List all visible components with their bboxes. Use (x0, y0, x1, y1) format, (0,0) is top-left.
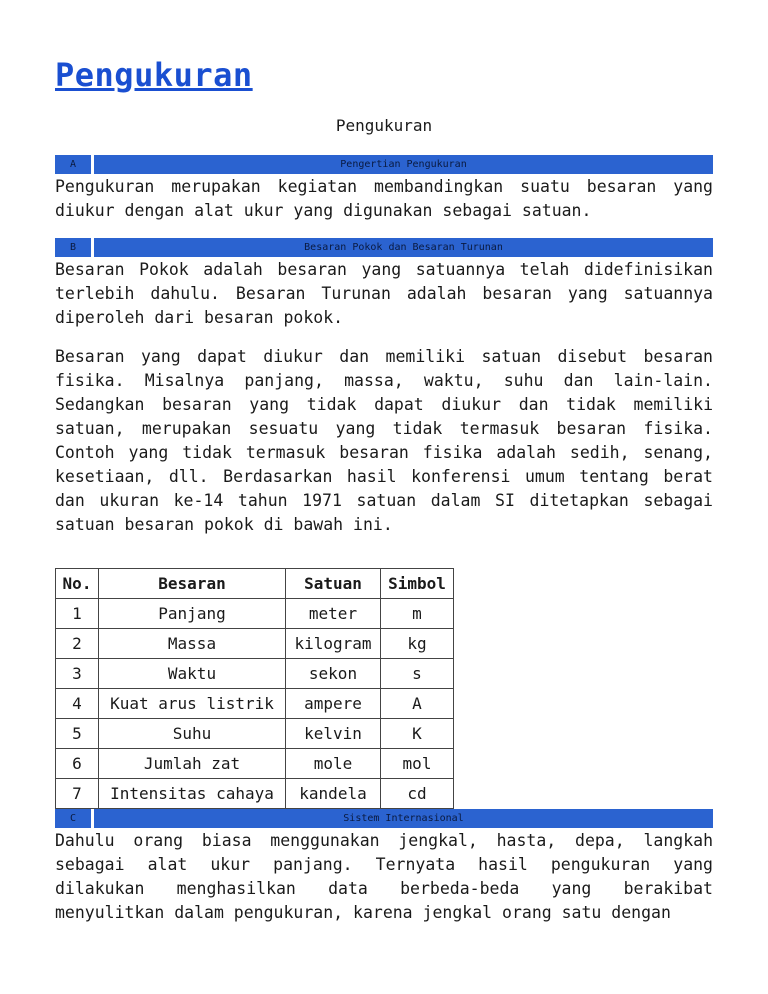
page-title[interactable]: Pengukuran (55, 56, 253, 94)
section-bar-c (55, 809, 713, 828)
cell-besaran: Intensitas cahaya (99, 779, 286, 809)
header-satuan: Satuan (286, 569, 381, 599)
cell-no: 6 (56, 749, 99, 779)
cell-no: 5 (56, 719, 99, 749)
table-row (56, 719, 454, 749)
cell-simbol: K (381, 719, 454, 749)
cell-satuan: kandela (286, 779, 381, 809)
units-table (55, 568, 454, 809)
cell-simbol: m (381, 599, 454, 629)
cell-simbol: mol (381, 749, 454, 779)
cell-besaran: Jumlah zat (99, 749, 286, 779)
cell-no: 7 (56, 779, 99, 809)
cell-no: 2 (56, 629, 99, 659)
paragraph-besaran-fisika: Besaran yang dapat diukur dan memiliki satuan disebut besaran fisika. Misalnya panjang, massa, waktu, suhu dan lain-lain. Sedangkan besaran yang tidak dapat diukur dan tidak memiliki satuan, merupakan sesuatu yang tidak termasuk besaran fisika. Contoh yang tidak termasuk besaran fisika adalah sedih, senang, kesetiaan, dll. Berdasarkan hasil konferensi umum tentang berat dan ukuran ke-14 tahun 1971 satuan dalam SI ditetapkan sebagai satuan besaran pokok di bawah ini. (55, 347, 713, 534)
paragraph-sistem-internasional: Dahulu orang biasa menggunakan jengkal, hasta, depa, langkah sebagai alat ukur panjang. Ternyata hasil pengukuran yang dilakukan menghasilkan data berbeda-beda yang berakibat menyulitkan dalam pengukuran, karena jengkal orang satu dengan (55, 831, 713, 922)
section-bar-a (55, 155, 713, 174)
table-row (56, 689, 454, 719)
table-row (56, 659, 454, 689)
section-label: Pengertian Pengukuran (340, 159, 467, 170)
cell-besaran: Suhu (99, 719, 286, 749)
cell-simbol: s (381, 659, 454, 689)
cell-besaran: Waktu (99, 659, 286, 689)
header-no: No. (56, 569, 99, 599)
header-simbol: Simbol (381, 569, 454, 599)
table-header-row (56, 569, 454, 599)
section-label: Besaran Pokok dan Besaran Turunan (304, 242, 503, 253)
paragraph-definition: Pengukuran merupakan kegiatan membandingkan suatu besaran yang diukur dengan alat ukur yang digunakan sebagai satuan. (55, 177, 713, 220)
document-subtitle: Pengukuran (335, 116, 433, 135)
cell-no: 1 (56, 599, 99, 629)
cell-besaran: Panjang (99, 599, 286, 629)
cell-satuan: sekon (286, 659, 381, 689)
cell-satuan: kilogram (286, 629, 381, 659)
cell-satuan: kelvin (286, 719, 381, 749)
cell-besaran: Massa (99, 629, 286, 659)
cell-besaran: Kuat arus listrik (99, 689, 286, 719)
cell-satuan: mole (286, 749, 381, 779)
cell-satuan: meter (286, 599, 381, 629)
section-letter: A (55, 155, 94, 174)
table-row (56, 779, 454, 809)
cell-simbol: A (381, 689, 454, 719)
cell-simbol: cd (381, 779, 454, 809)
paragraph-besaran-pokok: Besaran Pokok adalah besaran yang satuannya telah didefinisikan terlebih dahulu. Besaran Turunan adalah besaran yang satuannya diperoleh dari besaran pokok. (55, 260, 713, 327)
table-row (56, 749, 454, 779)
table-row (56, 629, 454, 659)
cell-simbol: kg (381, 629, 454, 659)
section-label: Sistem Internasional (343, 813, 464, 824)
cell-no: 3 (56, 659, 99, 689)
header-besaran: Besaran (99, 569, 286, 599)
section-letter: C (55, 809, 94, 828)
cell-satuan: ampere (286, 689, 381, 719)
section-bar-b (55, 238, 713, 257)
table-row (56, 599, 454, 629)
section-letter: B (55, 238, 94, 257)
cell-no: 4 (56, 689, 99, 719)
